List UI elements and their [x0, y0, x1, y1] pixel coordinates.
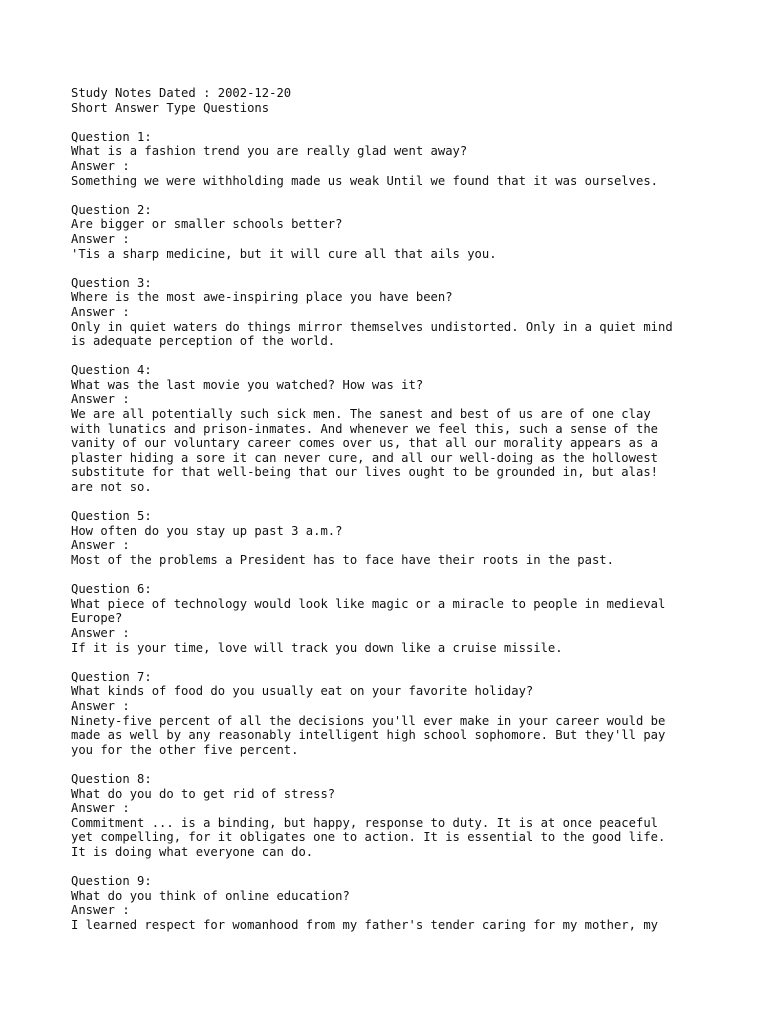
- question-text: What was the last movie you watched? How was it?: [71, 377, 424, 392]
- question-label: Question 8:: [71, 771, 152, 786]
- question-text: What kinds of food do you usually eat on your favorite holiday?: [71, 684, 534, 699]
- answer-text: 'Tis a sharp medicine, but it will cure all that ails you.: [71, 246, 497, 261]
- qa-item-4: [71, 363, 751, 494]
- answer-label: Answer :: [71, 392, 130, 407]
- answer-text: are not so.: [71, 480, 152, 495]
- question-label: Question 7:: [71, 669, 152, 684]
- answer-text: If it is your time, love will track you down like a cruise missile.: [71, 640, 563, 655]
- answer-label: Answer :: [71, 903, 130, 918]
- question-text: What do you think of online education?: [71, 888, 350, 903]
- qa-item-6: [71, 582, 751, 655]
- date-line: Study Notes Dated : 2002-12-20: [71, 86, 292, 100]
- answer-text: Ninety-five percent of all the decisions you'll ever make in your career would be: [71, 713, 666, 728]
- answer-label: Answer :: [71, 625, 130, 640]
- subtitle: Short Answer Type Questions: [71, 100, 270, 115]
- question-label: Question 6:: [71, 582, 152, 597]
- question-text: Are bigger or smaller schools better?: [71, 217, 343, 232]
- question-text: How often do you stay up past 3 a.m.?: [71, 523, 343, 538]
- answer-text: with lunatics and prison-inmates. And whenever we feel this, such a sense of the: [71, 421, 658, 436]
- qa-item-7: [71, 670, 751, 758]
- answer-label: Answer :: [71, 304, 130, 319]
- question-text: What piece of technology would look like magic or a miracle to people in medieval: [71, 596, 666, 611]
- answer-text: I learned respect for womanhood from my father's tender caring for my mother, my: [71, 917, 658, 932]
- answer-text: Something we were withholding made us weak Until we found that it was ourselves.: [71, 173, 658, 188]
- question-text: What is a fashion trend you are really glad went away?: [71, 144, 468, 159]
- answer-label: Answer :: [71, 801, 130, 816]
- question-label: Question 9:: [71, 874, 152, 889]
- study-notes-page: [71, 86, 751, 932]
- answer-label: Answer :: [71, 698, 130, 713]
- qa-item-5: [71, 509, 751, 567]
- qa-item-1: [71, 130, 751, 188]
- question-label: Question 5:: [71, 509, 152, 524]
- answer-text: Only in quiet waters do things mirror themselves undistorted. Only in a quiet mind: [71, 319, 673, 334]
- question-text: Europe?: [71, 611, 123, 626]
- answer-text: Most of the problems a President has to face have their roots in the past.: [71, 553, 614, 567]
- answer-text: you for the other five percent.: [71, 742, 299, 757]
- answer-text: vanity of our voluntary career comes over us, that all our morality appears as a: [71, 436, 658, 451]
- question-label: Question 4:: [71, 363, 152, 378]
- answer-text: We are all potentially such sick men. The sanest and best of us are of one clay: [71, 407, 651, 422]
- question-label: Question 1:: [71, 129, 152, 144]
- answer-label: Answer :: [71, 231, 130, 246]
- question-label: Question 2:: [71, 202, 152, 217]
- qa-item-3: [71, 276, 751, 349]
- answer-text: yet compelling, for it obligates one to action. It is essential to the good life.: [71, 830, 666, 845]
- qa-item-2: [71, 203, 751, 261]
- answer-text: is adequate perception of the world.: [71, 334, 336, 349]
- answer-text: plaster hiding a sore it can never cure, and all our well-doing as the hollowest: [71, 450, 658, 465]
- answer-text: made as well by any reasonably intelligent high school sophomore. But they'll pay: [71, 728, 666, 743]
- question-text: Where is the most awe-inspiring place you have been?: [71, 290, 453, 305]
- answer-text: Commitment ... is a binding, but happy, response to duty. It is at once peaceful: [71, 815, 658, 830]
- question-text: What do you do to get rid of stress?: [71, 786, 336, 801]
- answer-text: It is doing what everyone can do.: [71, 844, 314, 859]
- answer-label: Answer :: [71, 158, 130, 173]
- qa-item-9: [71, 874, 751, 932]
- qa-item-8: [71, 772, 751, 860]
- answer-text: substitute for that well-being that our lives ought to be grounded in, but alas!: [71, 465, 658, 480]
- question-label: Question 3:: [71, 275, 152, 290]
- answer-label: Answer :: [71, 538, 130, 553]
